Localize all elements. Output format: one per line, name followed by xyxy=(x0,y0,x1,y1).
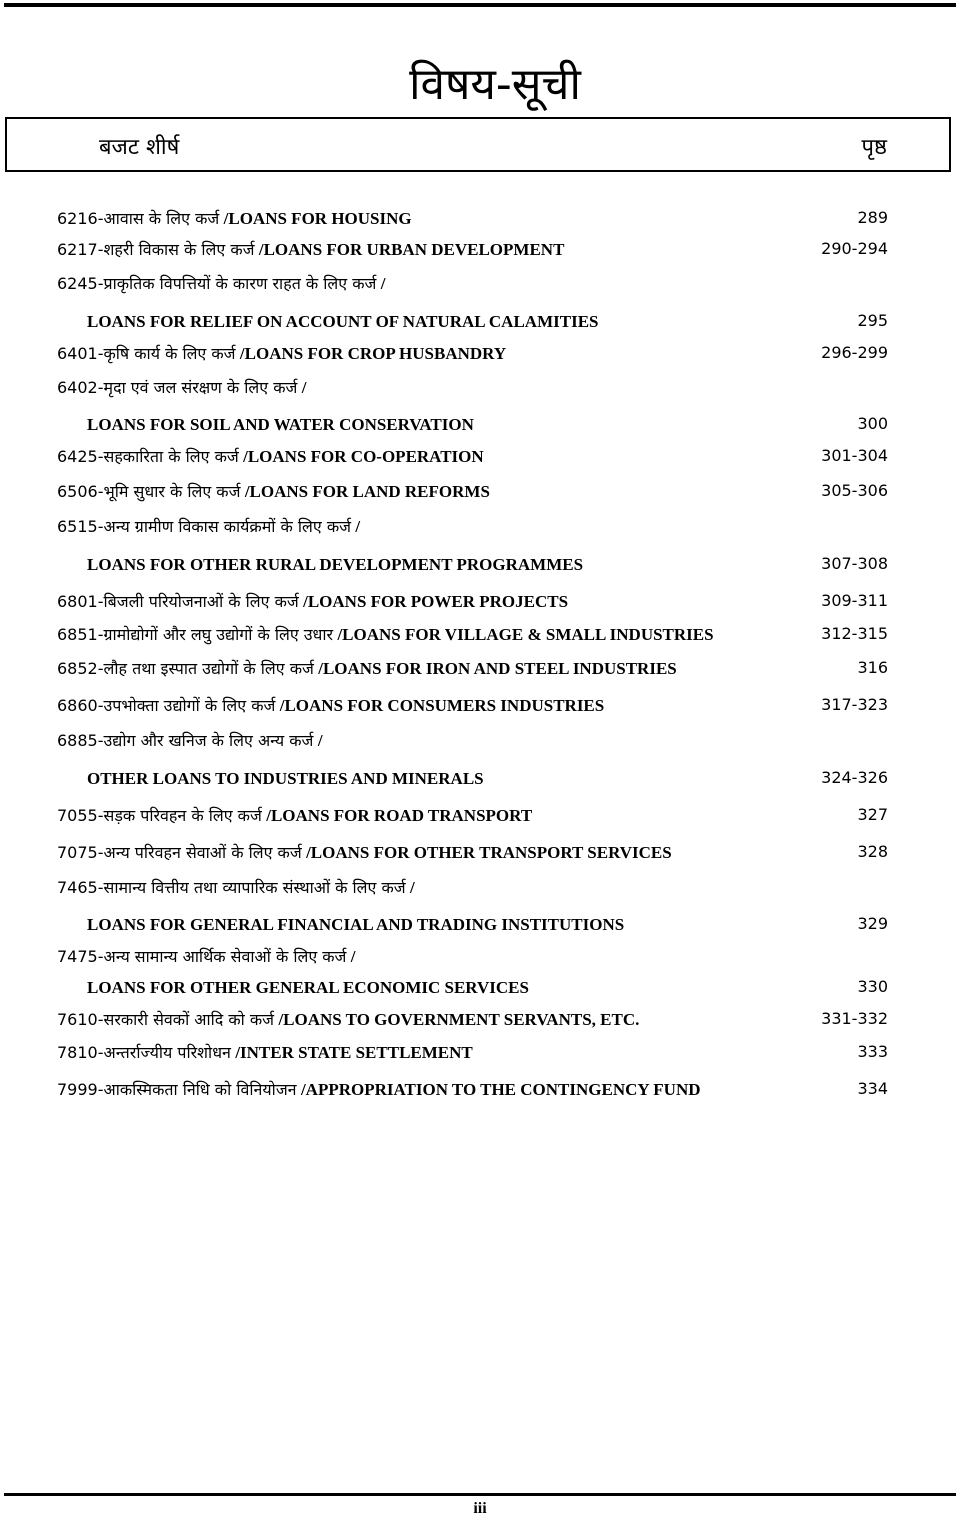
toc-entry-title xyxy=(57,803,532,828)
toc-entry-title xyxy=(57,341,506,366)
toc-entry-page: 305-306 xyxy=(821,481,888,500)
head-code: 6506- xyxy=(57,482,104,501)
hindi-title: बिजली परियोजनाओं के लिए कर्ज xyxy=(103,592,299,611)
english-title: /LOANS FOR LAND REFORMS xyxy=(244,482,490,501)
hindi-title: प्राकृतिक विपत्तियों के कारण राहत के लिए कर्ज xyxy=(103,274,377,293)
head-code: 6515- xyxy=(57,517,104,536)
toc-entry-title xyxy=(57,375,307,400)
hindi-title: अन्य ग्रामीण विकास कार्यक्रमों के लिए कर्ज xyxy=(103,517,351,536)
toc-entry-title xyxy=(57,840,672,865)
toc-entry-page: 324-326 xyxy=(821,768,888,787)
english-title: /INTER STATE SETTLEMENT xyxy=(235,1043,473,1062)
english-title: / xyxy=(410,878,415,897)
english-title: /LOANS FOR CROP HUSBANDRY xyxy=(239,344,507,363)
toc-entry-page: 327 xyxy=(857,805,888,824)
toc-entry-title xyxy=(57,271,385,296)
hindi-title: अन्य सामान्य आर्थिक सेवाओं के लिए कर्ज xyxy=(103,947,347,966)
budget-head-column-label: बजट शीर्ष xyxy=(99,135,180,160)
hindi-title: आवास के लिए कर्ज xyxy=(103,209,220,228)
english-title: / xyxy=(301,378,307,397)
toc-entry-page: 328 xyxy=(857,842,888,861)
english-title: LOANS FOR OTHER GENERAL ECONOMIC SERVICES xyxy=(87,978,529,997)
hindi-title: सहकारिता के लिए कर्ज xyxy=(103,447,239,466)
page-column-label: पृष्ठ xyxy=(861,135,887,160)
hindi-title: लौह तथा इस्पात उद्योगों के लिए कर्ज xyxy=(103,659,314,678)
hindi-title: कृषि कार्य के लिए कर्ज xyxy=(103,344,236,363)
toc-entry-title xyxy=(57,444,484,469)
toc-entry-title xyxy=(87,412,474,437)
toc-entry-title xyxy=(57,656,677,681)
head-code: 6860- xyxy=(57,696,104,715)
hindi-title: अन्य परिवहन सेवाओं के लिए कर्ज xyxy=(103,843,302,862)
head-code: 7055- xyxy=(57,806,104,825)
toc-entry-title xyxy=(57,1007,639,1032)
english-title: LOANS FOR OTHER RURAL DEVELOPMENT PROGRAMMES xyxy=(87,555,584,574)
head-code: 6801- xyxy=(57,592,104,611)
toc-entry-page: 331-332 xyxy=(821,1009,888,1028)
hindi-title: उपभोक्ता उद्योगों के लिए कर्ज xyxy=(103,696,276,715)
toc-entry-title xyxy=(57,693,604,718)
english-title: / xyxy=(350,947,356,966)
english-title: /LOANS FOR IRON AND STEEL INDUSTRIES xyxy=(318,659,677,678)
english-title: LOANS FOR GENERAL FINANCIAL AND TRADING INSTITUTIONS xyxy=(87,915,625,934)
head-code: 7075- xyxy=(57,843,104,862)
hindi-title: ग्रामोद्योगों और लघु उद्योगों के लिए उधार xyxy=(103,625,334,644)
toc-entry-title xyxy=(57,206,412,231)
head-code: 6425- xyxy=(57,447,104,466)
toc-entry-title xyxy=(87,766,484,791)
hindi-title: सरकारी सेवकों आदि को कर्ज xyxy=(103,1010,275,1029)
toc-entry-title xyxy=(57,589,568,614)
toc-entry-page: 334 xyxy=(857,1079,888,1098)
toc-entry-title xyxy=(57,479,490,504)
english-title: OTHER LOANS TO INDUSTRIES AND MINERALS xyxy=(87,769,484,788)
hindi-title: शहरी विकास के लिए कर्ज xyxy=(103,240,255,259)
head-code: 6851- xyxy=(57,625,104,644)
toc-entry-page: 307-308 xyxy=(821,554,888,573)
head-code: 6216- xyxy=(57,209,104,228)
head-code: 6852- xyxy=(57,659,104,678)
english-title: /LOANS FOR URBAN DEVELOPMENT xyxy=(258,240,565,259)
head-code: 6885- xyxy=(57,731,104,750)
toc-entry-page: 317-323 xyxy=(821,695,888,714)
toc-entry-page: 290-294 xyxy=(821,239,888,258)
head-code: 6217- xyxy=(57,240,104,259)
toc-entry-title xyxy=(87,552,583,577)
head-code: 6402- xyxy=(57,378,104,397)
toc-entry-page: 316 xyxy=(857,658,888,677)
head-code: 7999- xyxy=(57,1080,104,1099)
english-title: / xyxy=(380,274,386,293)
top-rule xyxy=(4,3,956,7)
head-code: 7810- xyxy=(57,1043,104,1062)
toc-entry-title xyxy=(87,975,529,1000)
toc-entry-title xyxy=(57,622,714,647)
english-title: /LOANS TO GOVERNMENT SERVANTS, ETC. xyxy=(278,1010,640,1029)
hindi-title: भूमि सुधार के लिए कर्ज xyxy=(103,482,241,501)
toc-entry-page: 329 xyxy=(857,914,888,933)
toc-entry-title xyxy=(87,912,624,937)
english-title: /LOANS FOR VILLAGE & SMALL INDUSTRIES xyxy=(337,625,714,644)
hindi-title: मृदा एवं जल संरक्षण के लिए कर्ज xyxy=(103,378,298,397)
toc-entry-page: 296-299 xyxy=(821,343,888,362)
english-title: /LOANS FOR ROAD TRANSPORT xyxy=(266,806,533,825)
english-title: /LOANS FOR POWER PROJECTS xyxy=(303,592,569,611)
head-code: 7475- xyxy=(57,947,104,966)
page-title: विषय-सूची xyxy=(409,59,581,110)
head-code: 6245- xyxy=(57,274,104,293)
english-title: /LOANS FOR OTHER TRANSPORT SERVICES xyxy=(306,843,672,862)
head-code: 7465- xyxy=(57,878,104,897)
english-title: LOANS FOR RELIEF ON ACCOUNT OF NATURAL CALAMITIES xyxy=(87,312,599,331)
toc-entry-title xyxy=(57,728,323,753)
page-number: iii xyxy=(473,1500,487,1517)
english-title: / xyxy=(355,517,361,536)
toc-entry-title xyxy=(57,944,356,969)
hindi-title: अन्तर्राज्यीय परिशोधन xyxy=(103,1043,231,1062)
toc-entry-title xyxy=(57,514,360,539)
toc-entry-page: 289 xyxy=(857,208,888,227)
toc-entry-page: 295 xyxy=(857,311,888,330)
toc-entry-page: 333 xyxy=(857,1042,888,1061)
english-title: /LOANS FOR CONSUMERS INDUSTRIES xyxy=(279,696,605,715)
toc-entry-page: 312-315 xyxy=(821,624,888,643)
toc-entry-page: 300 xyxy=(857,414,888,433)
hindi-title: सड़क परिवहन के लिए कर्ज xyxy=(103,806,262,825)
bottom-rule xyxy=(4,1493,956,1496)
toc-entry-page: 330 xyxy=(857,977,888,996)
hindi-title: सामान्य वित्तीय तथा व्यापारिक संस्थाओं के लिए कर्ज xyxy=(103,878,406,897)
toc-entry-title xyxy=(87,309,599,334)
column-header-box xyxy=(5,117,951,172)
hindi-title: आकस्मिकता निधि को विनियोजन xyxy=(103,1080,297,1099)
english-title: LOANS FOR SOIL AND WATER CONSERVATION xyxy=(87,415,474,434)
toc-entry-page: 301-304 xyxy=(821,446,888,465)
hindi-title: उद्योग और खनिज के लिए अन्य कर्ज xyxy=(103,731,314,750)
toc-entry-title xyxy=(57,237,564,262)
toc-entry-title xyxy=(57,1040,473,1065)
english-title: /LOANS FOR CO-OPERATION xyxy=(243,447,484,466)
english-title: /APPROPRIATION TO THE CONTINGENCY FUND xyxy=(300,1080,701,1099)
head-code: 6401- xyxy=(57,344,104,363)
english-title: / xyxy=(317,731,323,750)
toc-entry-page: 309-311 xyxy=(821,591,888,610)
toc-entry-title xyxy=(57,875,415,900)
english-title: /LOANS FOR HOUSING xyxy=(223,209,412,228)
head-code: 7610- xyxy=(57,1010,104,1029)
toc-entry-title xyxy=(57,1077,701,1102)
